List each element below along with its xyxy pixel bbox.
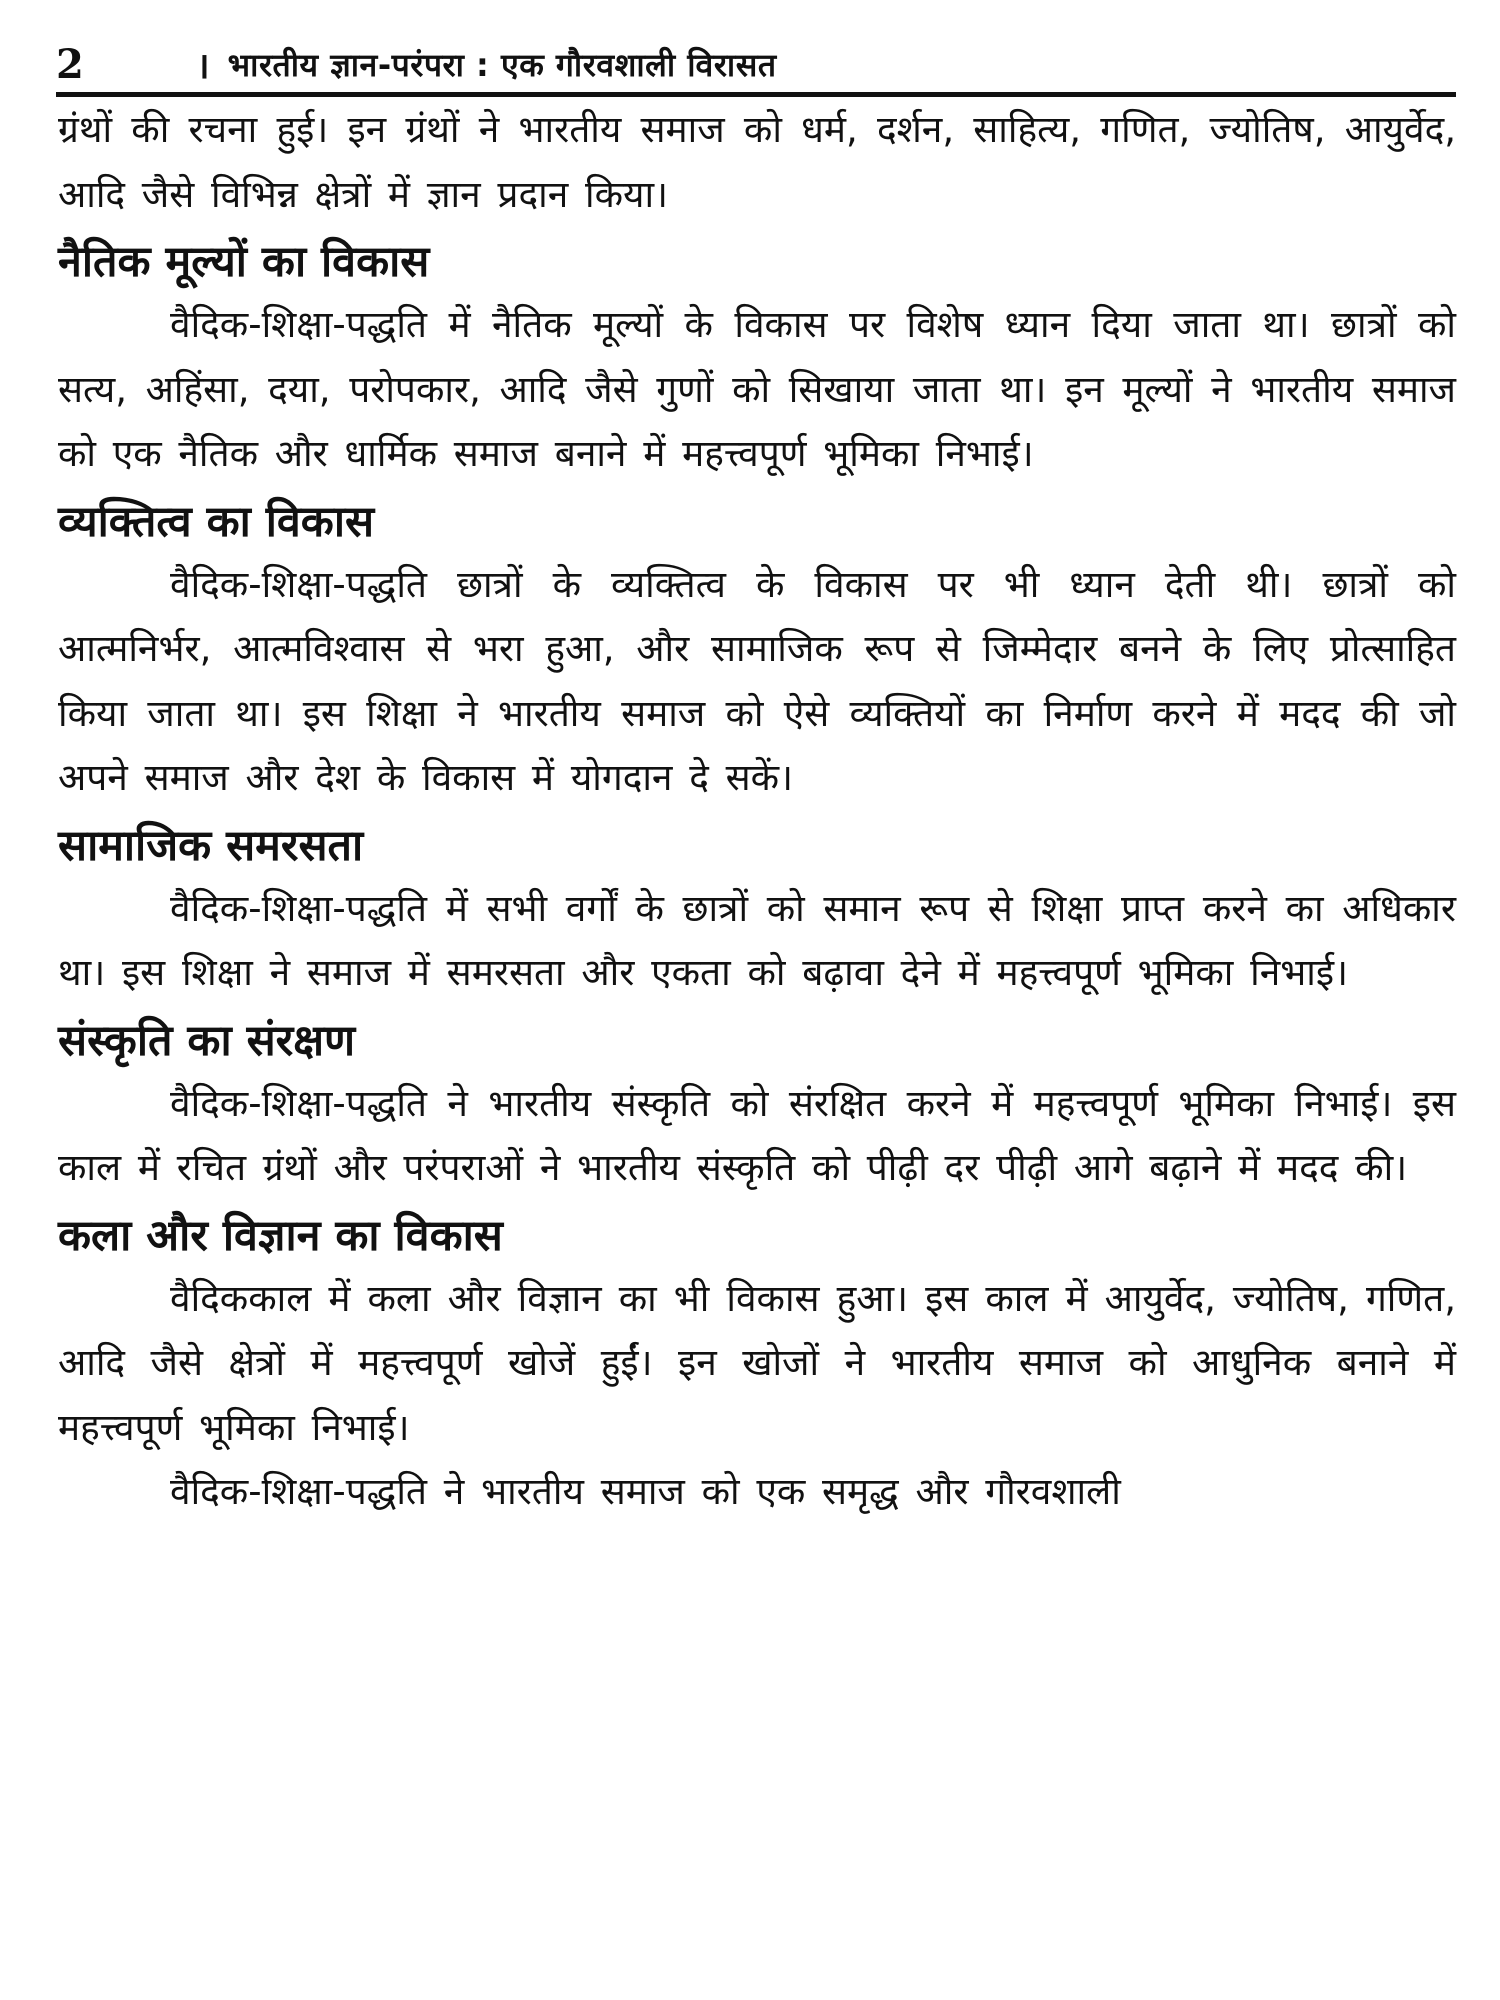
section-heading-art-science: कला और विज्ञान का विकास bbox=[58, 1210, 503, 1261]
section-heading-culture: संस्कृति का संरक्षण bbox=[58, 1015, 356, 1066]
page-content bbox=[58, 98, 1456, 1525]
intro-paragraph: ग्रंथों की रचना हुई। इन ग्रंथों ने भारतीय समाज को धर्म, दर्शन, साहित्य, गणित, ज्योतिष, आयुर्वेद, आदि जैसे विभिन्न क्षेत्रों में ज्ञान प्रदान किया। bbox=[58, 108, 1456, 216]
section-paragraph-moral-values: वैदिक-शिक्षा-पद्धति में नैतिक मूल्यों के विकास पर विशेष ध्यान दिया जाता था। छात्रों को सत्य, अहिंसा, दया, परोपकार, आदि जैसे गुणों को सिखाया जाता था। इन मूल्यों ने भारतीय समाज को एक नैतिक और धार्मिक समाज बनाने में महत्त्वपूर्ण भूमिका निभाई। bbox=[58, 303, 1456, 475]
section-paragraph-personality: वैदिक-शिक्षा-पद्धति छात्रों के व्यक्तित्व के विकास पर भी ध्यान देती थी। छात्रों को आत्मनिर्भर, आत्मविश्वास से भरा हुआ, और सामाजिक रूप से जिम्मेदार बनने के लिए प्रोत्साहित किया जाता था। इस शिक्षा ने भारतीय समाज को ऐसे व्यक्तियों का निर्माण करने में मदद की जो अपने समाज और देश के विकास में योगदान दे सकें। bbox=[58, 562, 1456, 799]
page-number: 2 bbox=[56, 40, 84, 88]
section-heading-social-harmony: सामाजिक समरसता bbox=[58, 820, 364, 871]
closing-paragraph: वैदिक-शिक्षा-पद्धति ने भारतीय समाज को एक समृद्ध और गौरवशाली bbox=[170, 1470, 1121, 1513]
section-paragraph-social-harmony: वैदिक-शिक्षा-पद्धति में सभी वर्गों के छात्रों को समान रूप से शिक्षा प्राप्त करने का अधिकार था। इस शिक्षा ने समाज में समरसता और एकता को बढ़ावा देने में महत्त्वपूर्ण भूमिका निभाई। bbox=[58, 886, 1456, 994]
section-paragraph-culture: वैदिक-शिक्षा-पद्धति ने भारतीय संस्कृति को संरक्षित करने में महत्त्वपूर्ण भूमिका निभाई। इस काल में रचित ग्रंथों और परंपराओं ने भारतीय संस्कृति को पीढ़ी दर पीढ़ी आगे बढ़ाने में मदद की। bbox=[58, 1081, 1456, 1189]
section-heading-personality: व्यक्तित्व का विकास bbox=[58, 496, 375, 547]
section-heading-moral-values: नैतिक मूल्यों का विकास bbox=[58, 237, 430, 287]
running-header bbox=[56, 38, 1456, 90]
section-paragraph-art-science: वैदिककाल में कला और विज्ञान का भी विकास हुआ। इस काल में आयुर्वेद, ज्योतिष, गणित, आदि जैसे क्षेत्रों में महत्त्वपूर्ण खोजें हुईं। इन खोजों ने भारतीय समाज को आधुनिक बनाने में महत्त्वपूर्ण भूमिका निभाई। bbox=[58, 1276, 1456, 1449]
header-rule bbox=[56, 92, 1456, 97]
header-separator: । bbox=[196, 45, 210, 87]
book-title: भारतीय ज्ञान-परंपरा : एक गौरवशाली विरासत bbox=[227, 45, 777, 84]
